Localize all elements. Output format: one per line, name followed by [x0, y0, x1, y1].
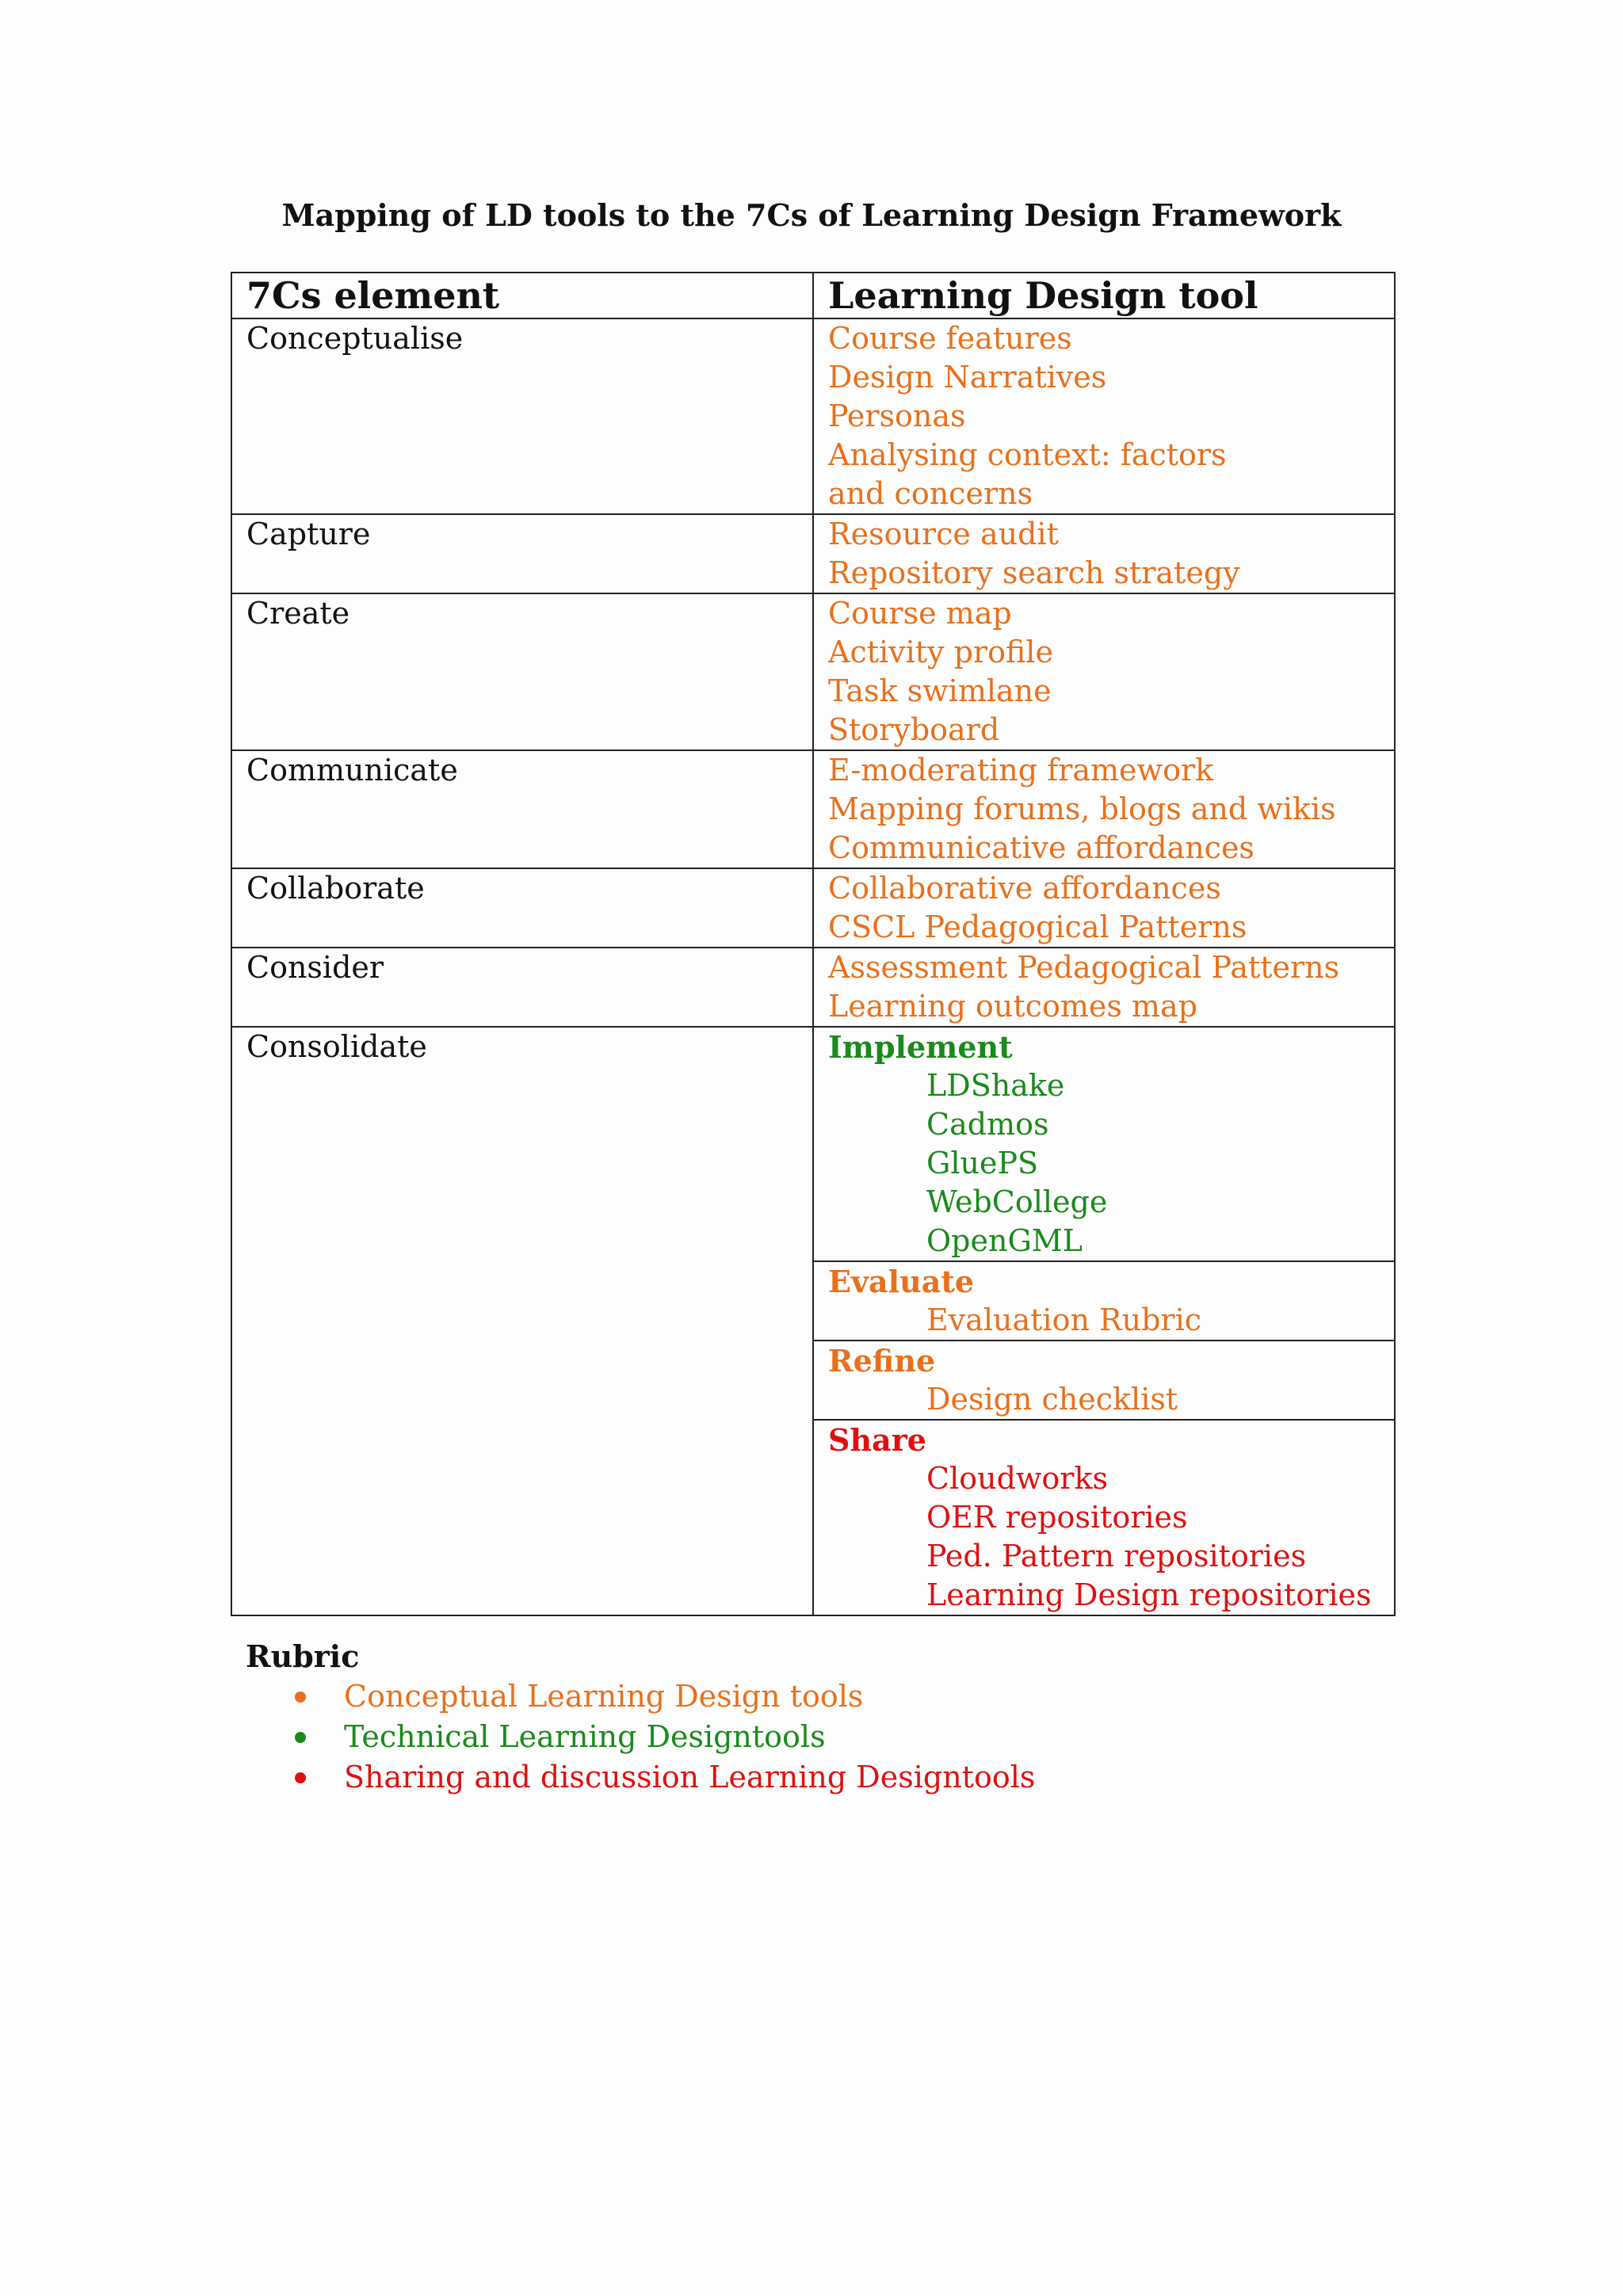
column-header-ld-tool: Learning Design tool	[813, 273, 1395, 318]
mapping-table	[231, 272, 1396, 1616]
tool-item: Cloudworks	[926, 1461, 1109, 1496]
tool-item: Communicative affordances	[828, 830, 1254, 865]
tools-cell	[813, 318, 1395, 514]
tools-cell	[813, 1341, 1395, 1420]
tool-item: Activity profile	[828, 635, 1053, 669]
table-row-communicate	[231, 750, 1395, 868]
tool-item: Course map	[828, 596, 1012, 631]
tools-cell	[813, 868, 1395, 948]
group-heading-share: Share	[828, 1422, 926, 1458]
tool-item: Cadmos	[926, 1107, 1049, 1142]
element-cell: Communicate	[231, 750, 813, 868]
tools-cell	[813, 948, 1395, 1027]
tools-cell	[813, 1261, 1395, 1341]
tool-item: E-moderating framework	[828, 753, 1214, 788]
rubric-item-label: Sharing and discussion Learning Designtools	[344, 1760, 1036, 1794]
table-row-conceptualise	[231, 318, 1395, 514]
bullet-icon	[295, 1772, 306, 1783]
tool-item: Personas	[828, 399, 966, 433]
group-heading-implement: Implement	[828, 1029, 1013, 1065]
tools-cell	[813, 1027, 1395, 1261]
tool-item: Analysing context: factors and concerns	[828, 437, 1227, 511]
bullet-icon	[295, 1732, 306, 1743]
rubric-title: Rubric	[246, 1638, 360, 1674]
element-cell: Consolidate	[231, 1027, 813, 1615]
table-row-collaborate	[231, 868, 1395, 948]
rubric-section	[246, 1636, 1035, 1798]
element-cell: Collaborate	[231, 868, 813, 948]
group-heading-refine: Refine	[828, 1343, 936, 1379]
group-heading-evaluate: Evaluate	[828, 1264, 975, 1299]
tool-item: OER repositories	[926, 1500, 1188, 1535]
tools-cell	[813, 1420, 1395, 1615]
page-title: Mapping of LD tools to the 7Cs of Learning Design Framework	[281, 197, 1342, 233]
tool-item: Repository search strategy	[828, 555, 1240, 590]
tool-item: Course features	[828, 321, 1072, 356]
tool-item: Task swimlane	[828, 673, 1052, 708]
table-row-consider	[231, 948, 1395, 1027]
tool-item: Learning Design repositories	[926, 1577, 1372, 1612]
rubric-item-label: Technical Learning Designtools	[344, 1719, 826, 1754]
column-header-7cs-element: 7Cs element	[231, 273, 813, 318]
tool-item: OpenGML	[926, 1223, 1083, 1258]
table-header-row	[231, 273, 1395, 318]
table-row-capture	[231, 514, 1395, 593]
element-cell: Consider	[231, 948, 813, 1027]
tool-item: WebCollege	[926, 1184, 1108, 1219]
tool-item: Assessment Pedagogical Patterns	[828, 950, 1340, 985]
tool-item: Evaluation Rubric	[926, 1302, 1202, 1337]
rubric-list	[246, 1676, 1035, 1798]
tool-item: GluePS	[926, 1146, 1039, 1180]
rubric-item-technical	[246, 1717, 1035, 1757]
tools-cell	[813, 514, 1395, 593]
rubric-item-conceptual	[246, 1676, 1035, 1717]
tool-item: Ped. Pattern repositories	[926, 1539, 1307, 1573]
rubric-item-label: Conceptual Learning Design tools	[344, 1679, 864, 1714]
table-row-consolidate-implement	[231, 1027, 1395, 1261]
tool-item: Storyboard	[828, 712, 1000, 747]
tool-item: Learning outcomes map	[828, 989, 1197, 1024]
tool-item: CSCL Pedagogical Patterns	[828, 910, 1247, 944]
tool-item: Design checklist	[926, 1382, 1178, 1417]
rubric-item-sharing	[246, 1757, 1035, 1798]
tool-item: Collaborative affordances	[828, 871, 1221, 906]
element-cell: Capture	[231, 514, 813, 593]
tool-item: LDShake	[926, 1068, 1065, 1103]
bullet-icon	[295, 1691, 306, 1703]
tools-cell	[813, 750, 1395, 868]
tool-item: Resource audit	[828, 517, 1059, 551]
table-row-create	[231, 593, 1395, 750]
tool-item: Design Narratives	[828, 360, 1107, 395]
tools-cell	[813, 593, 1395, 750]
element-cell: Conceptualise	[231, 318, 813, 514]
element-cell: Create	[231, 593, 813, 750]
tool-item: Mapping forums, blogs and wikis	[828, 791, 1336, 826]
